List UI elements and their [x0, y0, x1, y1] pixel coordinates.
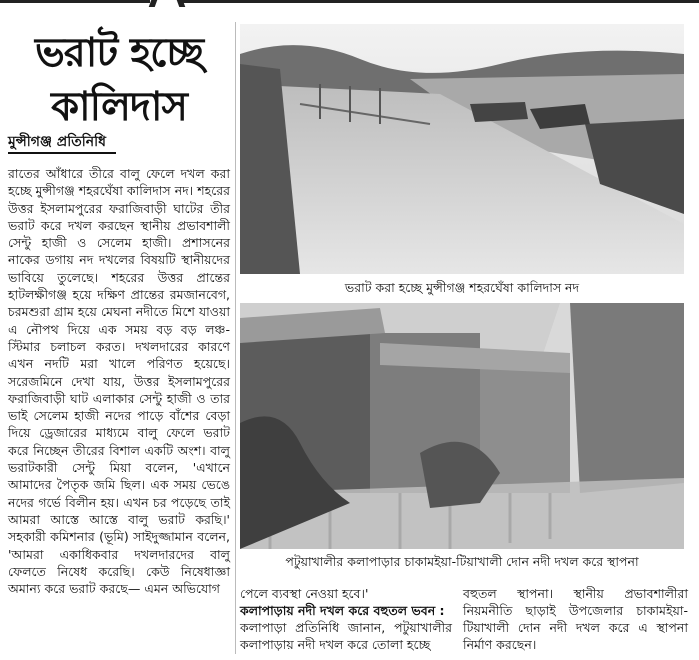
column2-subhead: কলাপাড়ায় নদী দখল করে বহুতল ভবন : [240, 603, 445, 618]
article-column-2 [240, 585, 452, 653]
column2-lead: পেলে ব্যবস্থা নেওয়া হবে।' [240, 586, 369, 601]
photo2-caption: পটুয়াখালীর কলাপাড়ার চাকামইয়া-টিয়াখালী দোন নদী দখল করে স্থাপনা [285, 554, 639, 569]
column-divider [235, 22, 236, 654]
byline-underline [8, 152, 116, 154]
byline: মুন্সীগঞ্জ প্রতিনিধি [8, 134, 106, 150]
river-structures-photo [240, 303, 684, 549]
top-border [0, 0, 699, 8]
riverbank-photo [240, 24, 684, 274]
column2-text: কলাপাড়া প্রতিনিধি জানান, পটুয়াখালীর কলাপাড়ায় নদী দখল করে তোলা হচ্ছে [240, 620, 452, 652]
article-column-3: বহুতল স্থাপনা। স্থানীয় প্রভাবশালীরা নিয়মনীতি ছাড়াই উপজেলার চাকামইয়া-টিয়াখালী দোন নদী দখল করে এ স্থাপনা নির্মাণ করছেন। [463, 586, 688, 652]
photo1-caption: ভরাট করা হচ্ছে মুন্সীগঞ্জ শহরঘেঁষা কালিদাস নদ [344, 280, 580, 295]
headline: ভরাট হচ্ছে কালিদাস [34, 30, 204, 130]
article-column-1: রাতের আঁধারে তীরে বালু ফেলে দখল করা হচ্ছে মুন্সীগঞ্জ শহরঘেঁষা কালিদাস নদ। শহরের উত্তর ইসলামপুরের ফরাজিবাড়ী ঘাটের তীর ভরাট করে দখল করছেন স্থানীয় প্রভাবশালী সেন্টু হাজী ও সেলেম হাজী। প্রশাসনের নাকের ডগায় নদ দখলের বিষয়টি স্থানীয়দের ভাবিয়ে তুলেছে। শহরের উত্তর প্রান্তের হাটলক্ষীগঞ্জ হয়ে দক্ষিণ প্রান্তের রমজানবেগ, চরমশুরা গ্রাম হয়ে মেঘনা নদীতে মিশে যাওয়া এ নৌপথ দিয়ে এক সময় বড় বড় লঞ্চ-স্টিমার চলাচল করত। দখলদারের কারণে এখন নদটি মরা খালে পরিণত হয়েছে। সরেজমিনে দেখা যায়, উত্তর ইসলামপুরের ফরাজিবাড়ী ঘাট এলাকার সেন্টু হাজী ও তার ভাই সেলেম হাজী নদের পাড়ে বাঁশের বেড়া দিয়ে ড্রেজারের মাধ্যমে বালু ফেলে ভরাট করে নিচ্ছেন তীরের বিশাল একটি অংশ। বালু ভরাটকারী সেন্টু মিয়া বলেন, 'এখানে আমাদের পৈতৃক জমি ছিল। এক সময় ভেঙে নদের গর্ভে বিলীন হয়। এখন চর পড়েছে তাই আমরা আস্তে আস্তে বালু ভরাট করছি।' সহকারী কমিশনার (ভূমি) সাইদুজ্জামান বলেন, 'আমরা একাধিকবার দখলদারদের বালু ফেলতে নিষেধ করেছি। কেউ নিষেধাজ্ঞা অমান্য করে ভরাট করছে— এমন অভিযোগ [8, 166, 230, 597]
